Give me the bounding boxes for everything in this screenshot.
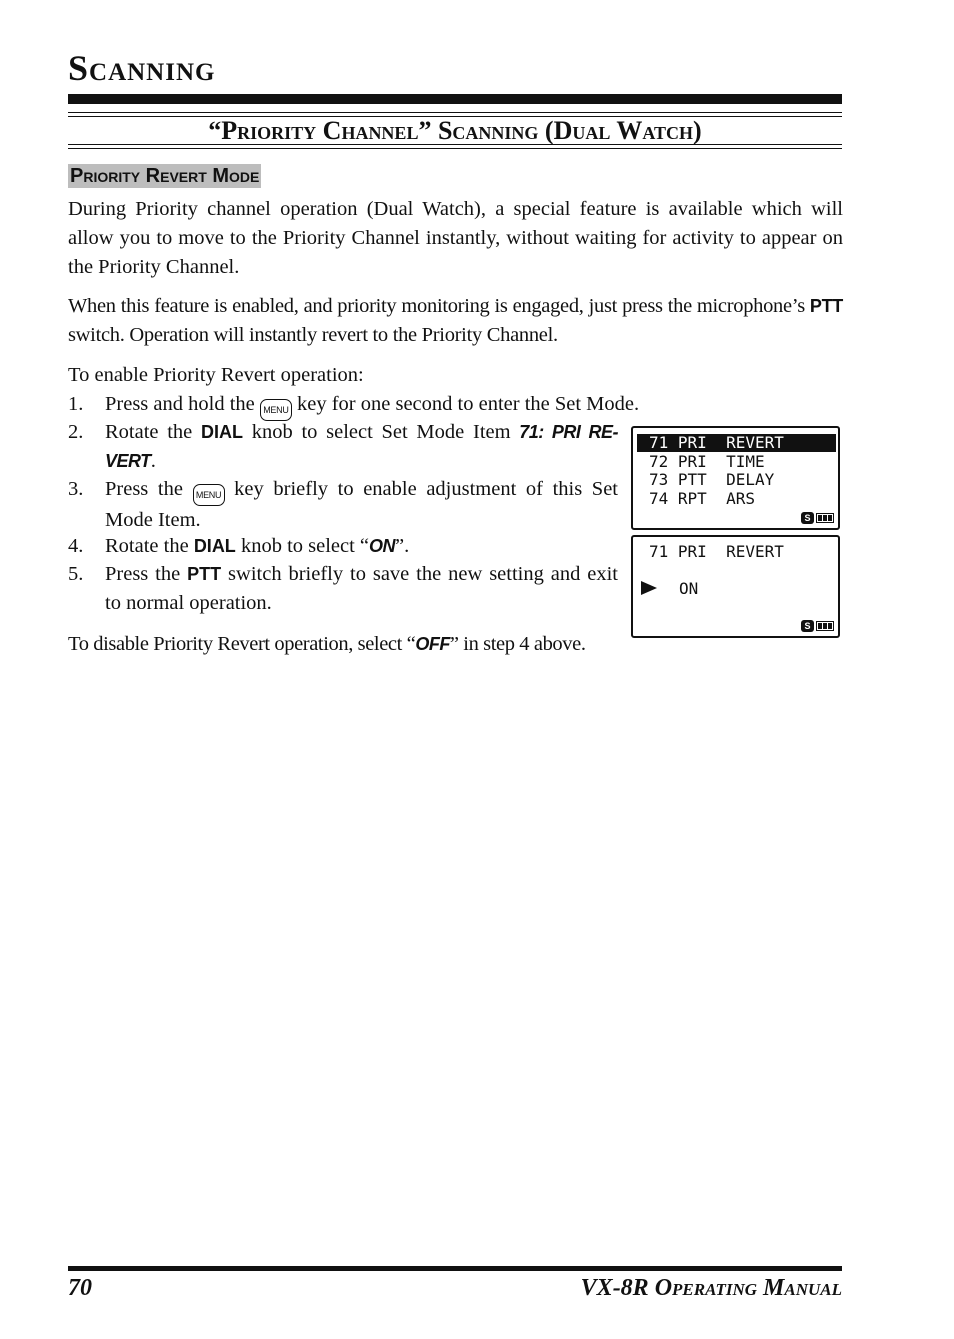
lcd-value-label: ON [369,536,396,556]
step-number: 4. [68,535,84,557]
step-number: 5. [68,563,84,585]
step-text-part: ”. [395,535,410,557]
step-text [105,390,639,421]
s-meter-icon: S [801,512,814,524]
lcd-item-value: ON [679,579,699,598]
step-text-part: key briefly to enable adjustment of this Set Mode Item. [105,478,619,531]
chapter-rule [68,94,842,104]
step-text [105,560,618,618]
paragraph-disable [68,630,628,659]
paragraph-ptt [68,292,843,350]
paragraph-enable-intro: To enable Priority Revert operation: [68,364,364,386]
step-text-part: switch briefly to save the new setting and exit to normal operation. [105,563,618,614]
manual-title: VX-8R Operating Manual [580,1275,842,1301]
step-text-part: Press the [105,563,188,585]
step-number: 2. [68,421,84,443]
step-text-part: knob to select “ [235,535,370,557]
lcd-item-label: 71: PRI RE-VERT [105,422,618,471]
ptt-key-label: PTT [187,564,222,584]
footer-rule [68,1266,842,1271]
lcd-row: 74 RPT ARS [649,489,755,508]
section-header [68,112,842,149]
lcd-display-menu-list [631,426,840,530]
subsection-heading: Priority Revert Mode [70,165,260,187]
step-number: 1. [68,393,84,415]
chapter-title: Scanning [68,48,216,88]
step-text-part: key for one second to enter the Set Mode. [291,393,640,415]
battery-icon [816,513,834,523]
page-number: 70 [68,1275,92,1301]
step-text-part: Rotate the [105,535,194,557]
lcd-item-title: 71 PRI REVERT [649,542,784,561]
menu-key-icon: MENU [193,484,225,506]
s-meter-icon: S [801,620,814,632]
paragraph-text: When this feature is enabled, and priority monitoring is engaged, just press the microphone’s [68,295,810,317]
step-text [105,532,618,561]
battery-icon [816,621,834,631]
step-text-part: . [150,450,156,472]
step-text [105,418,618,476]
section-title: “Priority Channel” Scanning (Dual Watch) [208,116,702,145]
step-text-part: knob to select Set Mode Item [243,421,520,443]
step-text [105,475,618,535]
menu-key-icon: MENU [260,399,292,421]
paragraph-text: ” in step 4 above. [449,633,586,655]
lcd-row: 72 PRI TIME [649,452,765,471]
lcd-row: 73 PTT DELAY [649,470,775,489]
step-text-part: Rotate the [105,421,202,443]
dial-key-label: DIAL [201,422,244,442]
step-text-part: Press and hold the [105,393,260,415]
paragraph-text: To disable Priority Revert operation, select “ [68,633,416,655]
step-text-part: Press the [105,478,193,500]
ptt-key-label: PTT [809,296,843,316]
lcd-value-label: OFF [415,634,450,654]
paragraph-text: switch. Operation will instantly revert to the Priority Channel. [68,324,558,346]
lcd-display-item-value [631,535,840,638]
paragraph-intro: During Priority channel operation (Dual Watch), a special feature is available which will allow you to move to the Priority Channel instantly, without waiting for activity to appear on the Priority Channel. [68,198,843,278]
lcd-status-icons [801,512,834,524]
step-number: 3. [68,478,84,500]
dial-key-label: DIAL [193,536,236,556]
lcd-status-icons [801,620,834,632]
lcd-row-selected: 71 PRI REVERT [637,434,836,452]
